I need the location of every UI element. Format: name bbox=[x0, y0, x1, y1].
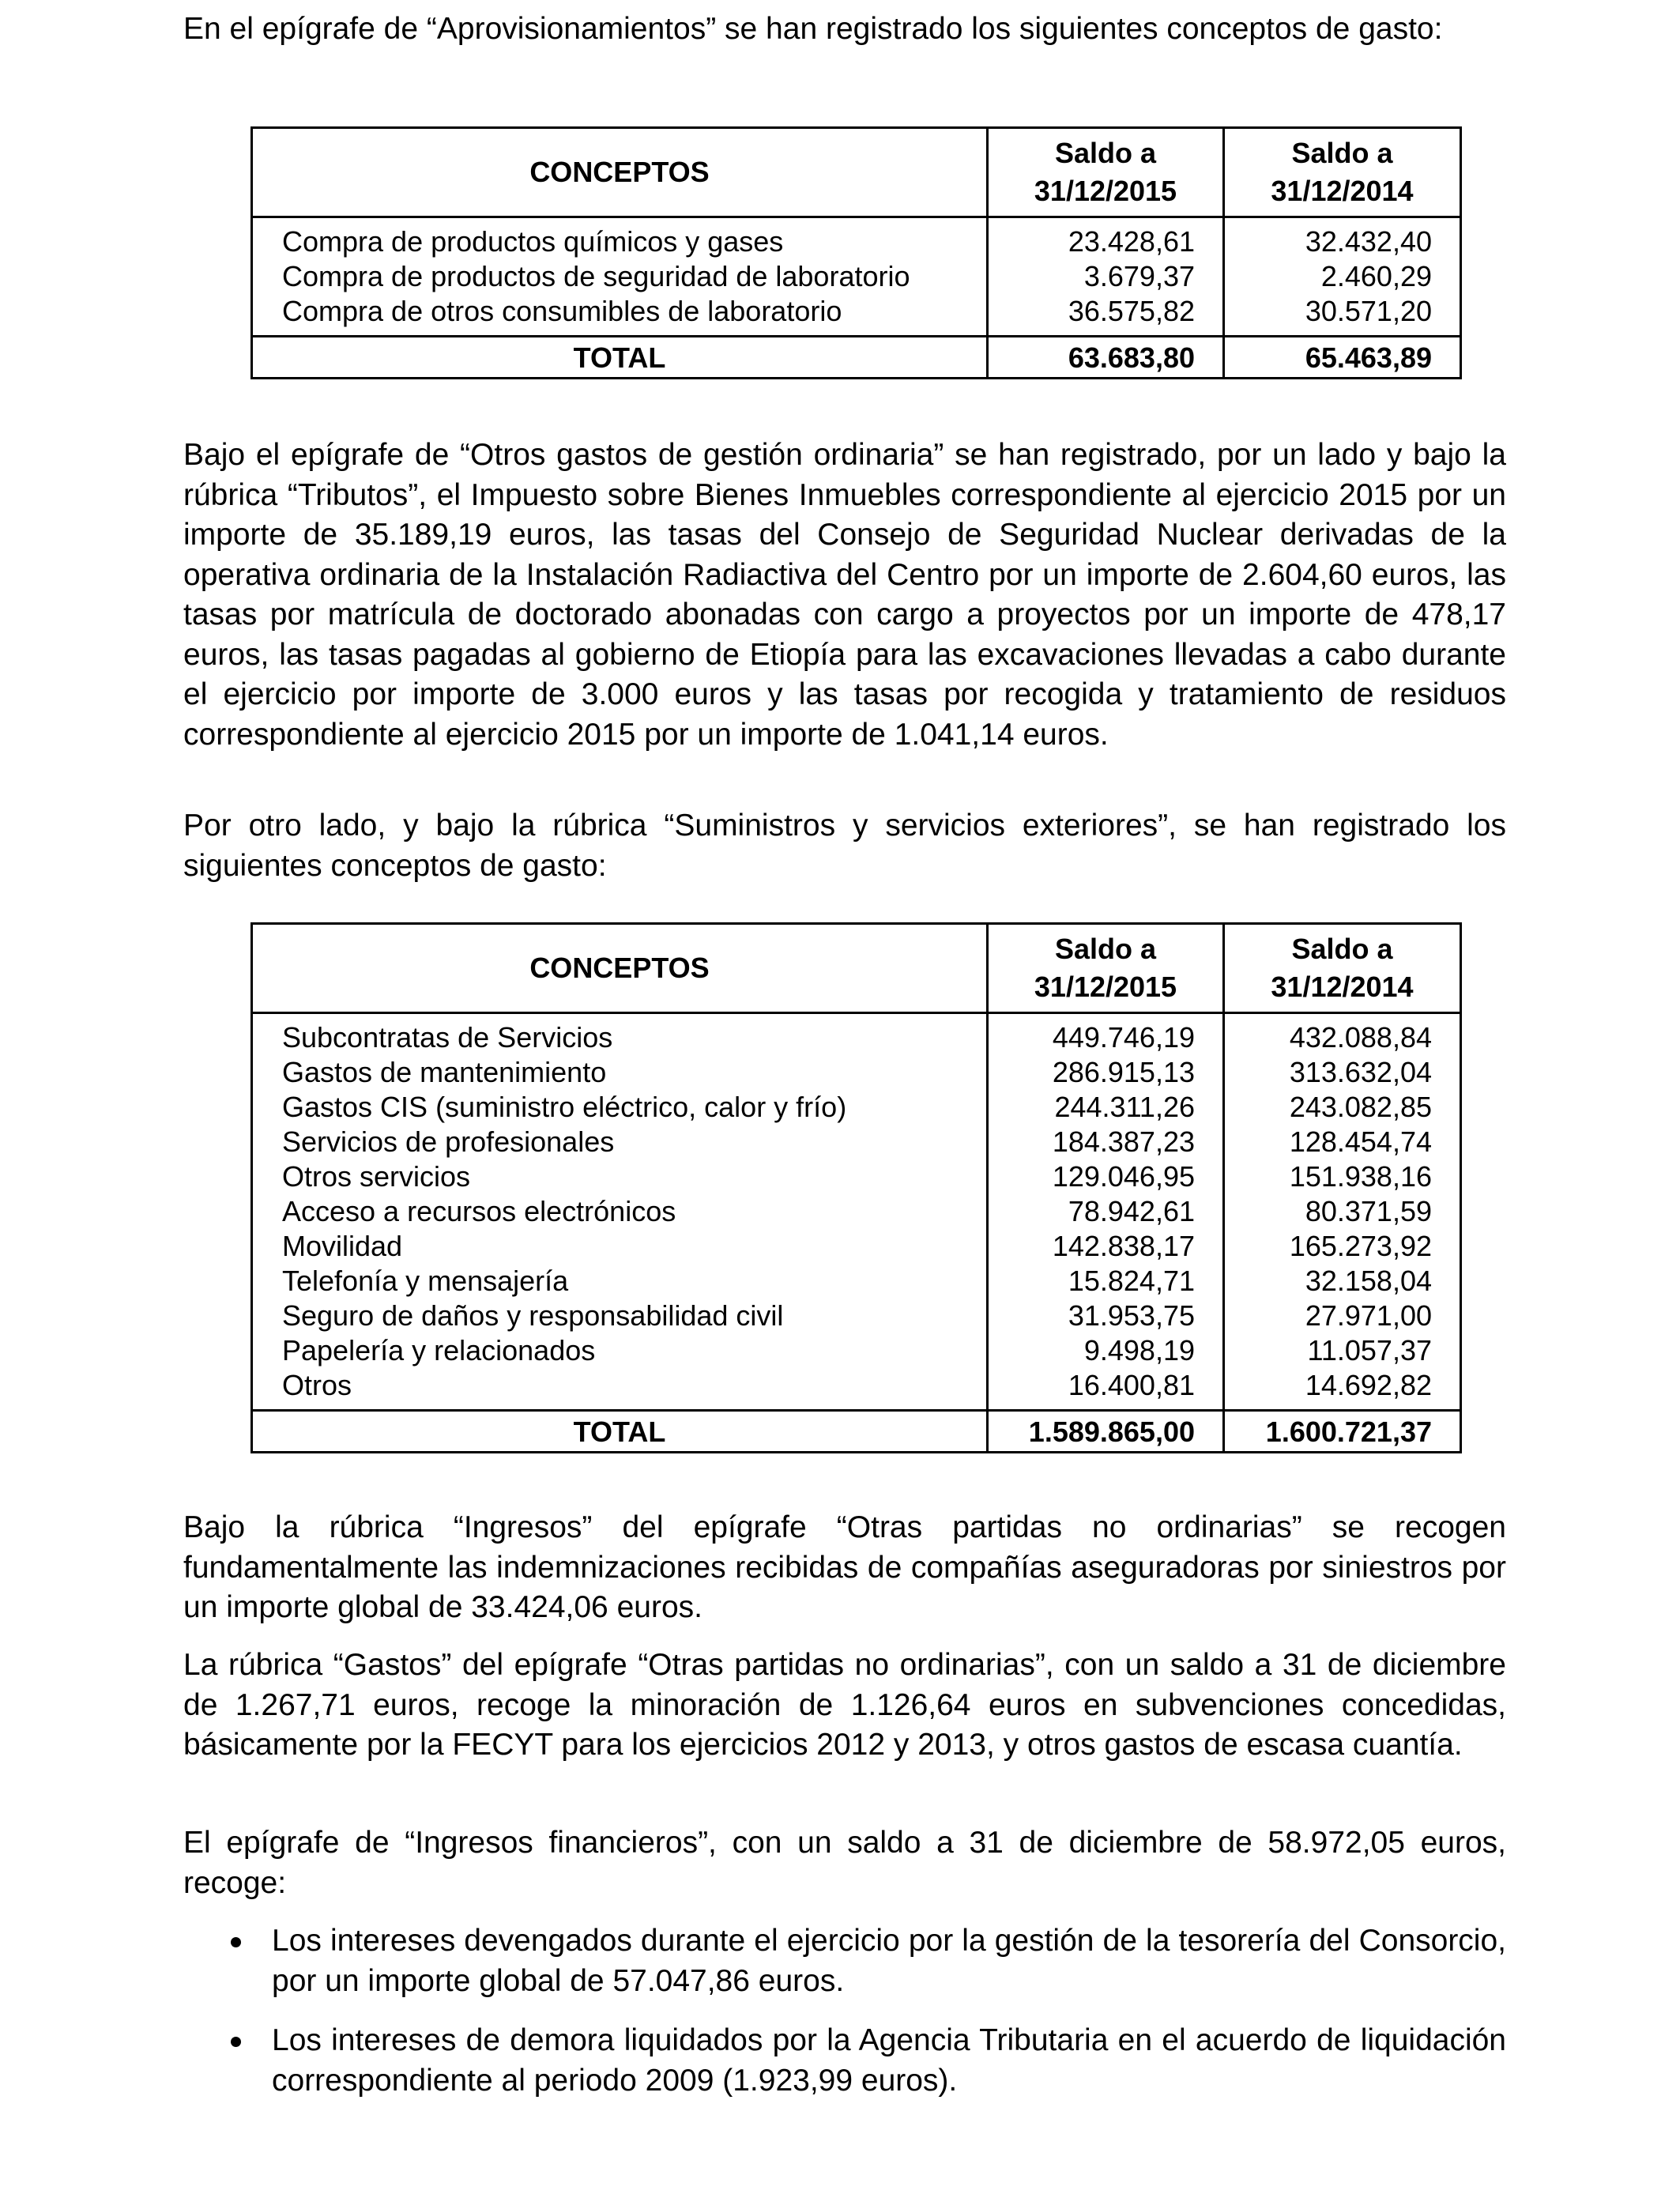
table-row bbox=[252, 1013, 1461, 1056]
row-value-2014: 432.088,84 bbox=[1224, 1013, 1461, 1056]
row-value-2014: 14.692,82 bbox=[1224, 1368, 1461, 1411]
row-concept: Movilidad bbox=[252, 1229, 988, 1264]
row-value-2014: 11.057,37 bbox=[1224, 1333, 1461, 1368]
para-ingresos: Bajo la rúbrica “Ingresos” del epígrafe “Otras partidas no ordinarias” se recogen fundamentalmente las indemnizaciones recibidas de compañías aseguradoras por siniestros por un importe global de 33.424,06 euros. bbox=[183, 1510, 1506, 1624]
total-2014: 1.600.721,37 bbox=[1224, 1411, 1461, 1453]
total-2015: 1.589.865,00 bbox=[988, 1411, 1224, 1453]
list-item bbox=[183, 2021, 1506, 2101]
row-value-2015: 36.575,82 bbox=[988, 294, 1224, 337]
table-row bbox=[252, 1299, 1461, 1333]
bullet-text: Los intereses devengados durante el ejercicio por la gestión de la tesorería del Consorcio, por un importe global de 57.047,86 euros. bbox=[272, 1924, 1506, 1998]
row-concept: Otros servicios bbox=[252, 1159, 988, 1194]
total-label: TOTAL bbox=[252, 1411, 988, 1453]
header-saldo-2014: Saldo a 31/12/2014 bbox=[1224, 924, 1461, 1013]
bullet-icon bbox=[231, 1937, 241, 1947]
row-concept: Telefonía y mensajería bbox=[252, 1264, 988, 1299]
bullet-list bbox=[183, 1921, 1506, 2101]
total-2015: 63.683,80 bbox=[988, 337, 1224, 379]
row-value-2015: 78.942,61 bbox=[988, 1194, 1224, 1229]
row-value-2015: 15.824,71 bbox=[988, 1264, 1224, 1299]
para-suministros: Por otro lado, y bajo la rúbrica “Suministros y servicios exteriores”, se han registrado los siguientes conceptos de gasto: bbox=[183, 809, 1506, 883]
row-value-2015: 449.746,19 bbox=[988, 1013, 1224, 1056]
table-row bbox=[252, 1368, 1461, 1411]
table-row bbox=[252, 1194, 1461, 1229]
table-row bbox=[252, 1159, 1461, 1194]
header-saldo-2014: Saldo a 31/12/2014 bbox=[1224, 128, 1461, 217]
row-value-2014: 27.971,00 bbox=[1224, 1299, 1461, 1333]
para-ingresos-financieros: El epígrafe de “Ingresos financieros”, con un saldo a 31 de diciembre de 58.972,05 euros, recoge: bbox=[183, 1826, 1506, 1900]
row-concept: Gastos de mantenimiento bbox=[252, 1055, 988, 1090]
table-row bbox=[252, 1055, 1461, 1090]
row-concept: Acceso a recursos electrónicos bbox=[252, 1194, 988, 1229]
row-value-2014: 165.273,92 bbox=[1224, 1229, 1461, 1264]
row-concept: Compra de productos de seguridad de laboratorio bbox=[252, 259, 988, 294]
table-row bbox=[252, 1090, 1461, 1125]
header-saldo-2015: Saldo a 31/12/2015 bbox=[988, 924, 1224, 1013]
bullet-icon bbox=[231, 2037, 241, 2047]
list-item bbox=[183, 1921, 1506, 2001]
row-value-2014: 151.938,16 bbox=[1224, 1159, 1461, 1194]
row-concept: Seguro de daños y responsabilidad civil bbox=[252, 1299, 988, 1333]
bullet-text: Los intereses de demora liquidados por la Agencia Tributaria en el acuerdo de liquidación correspondiente al periodo 2009 (1.923,99 euros). bbox=[272, 2023, 1506, 2098]
row-value-2014: 2.460,29 bbox=[1224, 259, 1461, 294]
table-row bbox=[252, 1333, 1461, 1368]
intro-aprovisionamientos: En el epígrafe de “Aprovisionamientos” se han registrado los siguientes conceptos de gasto: bbox=[183, 12, 1443, 46]
row-concept: Compra de productos químicos y gases bbox=[252, 217, 988, 260]
row-value-2015: 3.679,37 bbox=[988, 259, 1224, 294]
table-row bbox=[252, 1264, 1461, 1299]
row-concept: Subcontratas de Servicios bbox=[252, 1013, 988, 1056]
row-concept: Gastos CIS (suministro eléctrico, calor y frío) bbox=[252, 1090, 988, 1125]
row-value-2014: 32.158,04 bbox=[1224, 1264, 1461, 1299]
row-concept: Papelería y relacionados bbox=[252, 1333, 988, 1368]
table-suministros bbox=[250, 922, 1462, 1453]
total-row bbox=[252, 1411, 1461, 1453]
row-value-2014: 243.082,85 bbox=[1224, 1090, 1461, 1125]
row-value-2014: 32.432,40 bbox=[1224, 217, 1461, 260]
row-value-2015: 286.915,13 bbox=[988, 1055, 1224, 1090]
row-value-2015: 142.838,17 bbox=[988, 1229, 1224, 1264]
row-value-2015: 9.498,19 bbox=[988, 1333, 1224, 1368]
table-row bbox=[252, 294, 1461, 337]
row-concept: Otros bbox=[252, 1368, 988, 1411]
total-row bbox=[252, 337, 1461, 379]
row-value-2015: 16.400,81 bbox=[988, 1368, 1224, 1411]
header-conceptos: CONCEPTOS bbox=[252, 924, 988, 1013]
row-value-2014: 128.454,74 bbox=[1224, 1125, 1461, 1159]
table-row bbox=[252, 1125, 1461, 1159]
row-value-2014: 313.632,04 bbox=[1224, 1055, 1461, 1090]
table-row bbox=[252, 217, 1461, 260]
table-row bbox=[252, 259, 1461, 294]
row-value-2015: 23.428,61 bbox=[988, 217, 1224, 260]
row-value-2015: 244.311,26 bbox=[988, 1090, 1224, 1125]
row-value-2014: 30.571,20 bbox=[1224, 294, 1461, 337]
row-value-2015: 31.953,75 bbox=[988, 1299, 1224, 1333]
header-conceptos: CONCEPTOS bbox=[252, 128, 988, 217]
row-concept: Compra de otros consumibles de laboratorio bbox=[252, 294, 988, 337]
total-2014: 65.463,89 bbox=[1224, 337, 1461, 379]
header-saldo-2015: Saldo a 31/12/2015 bbox=[988, 128, 1224, 217]
total-label: TOTAL bbox=[252, 337, 988, 379]
table-aprovisionamientos bbox=[250, 126, 1462, 379]
para-tributos: Bajo el epígrafe de “Otros gastos de gestión ordinaria” se han registrado, por un lado y bajo la rúbrica “Tributos”, el Impuesto sobre Bienes Inmuebles correspondiente al ejercicio 2015 por un importe de 35.189,19 euros, las tasas del Consejo de Seguridad Nuclear derivadas de la operativa ordinaria de la Instalación Radiactiva del Centro por un importe de 2.604,60 euros, las tasas por matrícula de doctorado abonadas con cargo a proyectos por un importe de 478,17 euros, las tasas pagadas al gobierno de Etiopía para las excavaciones llevadas a cabo durante el ejercicio por importe de 3.000 euros y las tasas por recogida y tratamiento de residuos correspondiente al ejercicio 2015 por un importe de 1.041,14 euros. bbox=[183, 438, 1506, 752]
table-row bbox=[252, 1229, 1461, 1264]
row-value-2014: 80.371,59 bbox=[1224, 1194, 1461, 1229]
row-concept: Servicios de profesionales bbox=[252, 1125, 988, 1159]
row-value-2015: 129.046,95 bbox=[988, 1159, 1224, 1194]
para-gastos: La rúbrica “Gastos” del epígrafe “Otras partidas no ordinarias”, con un saldo a 31 de diciembre de 1.267,71 euros, recoge la minoración de 1.126,64 euros en subvenciones concedidas, básicamente por la FECYT para los ejercicios 2012 y 2013, y otros gastos de escasa cuantía. bbox=[183, 1648, 1506, 1762]
row-value-2015: 184.387,23 bbox=[988, 1125, 1224, 1159]
